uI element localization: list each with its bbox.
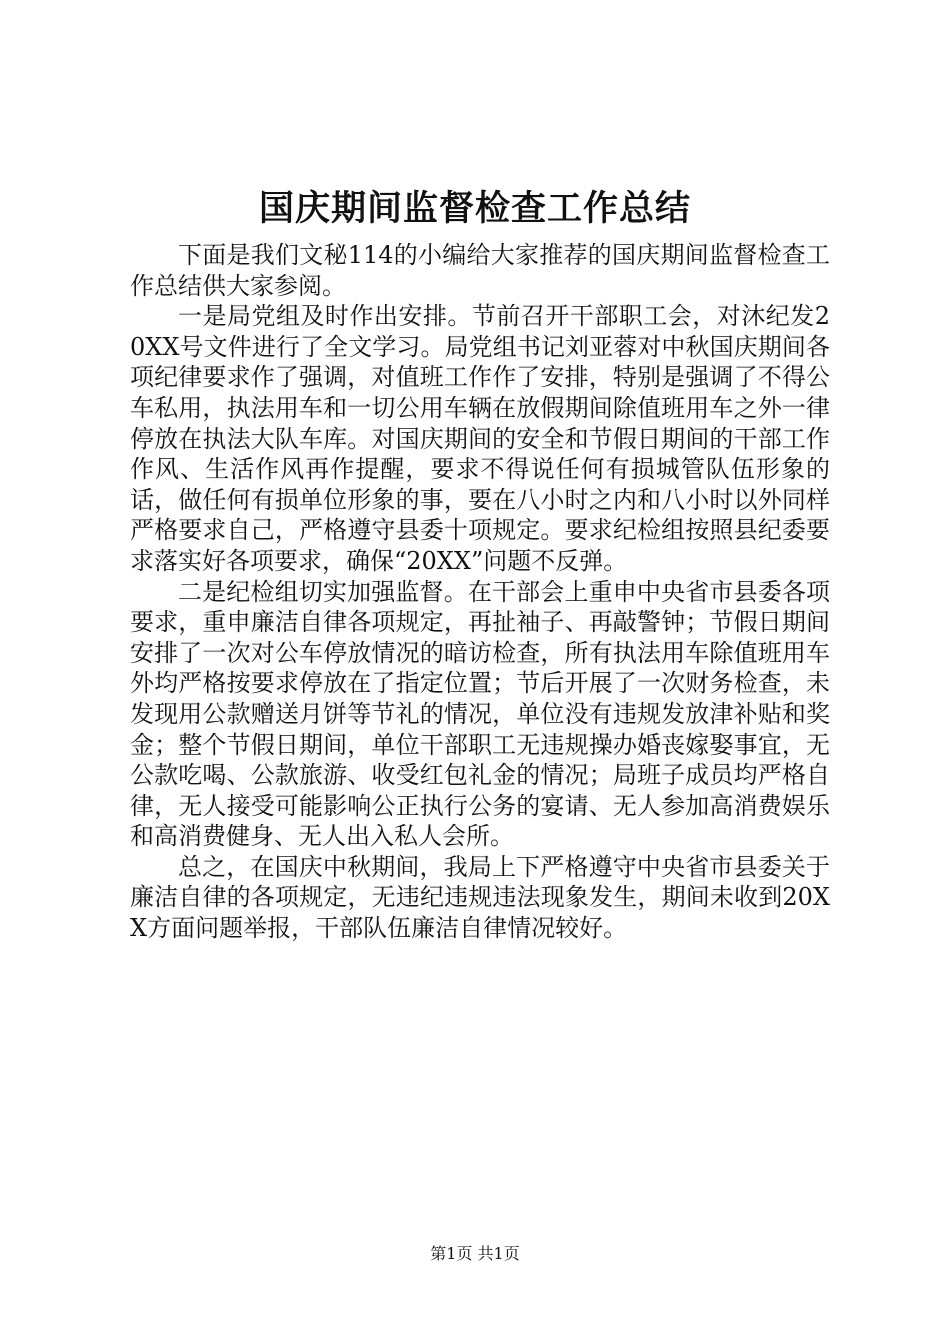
paragraph-two: 二是纪检组切实加强监督。在干部会上重申中央省市县委各项要求，重申廉洁自律各项规定，再扯袖子、再敲警钟；节假日期间安排了一次对公车停放情况的暗访检查，所有执法用车除值班用车外均严格按要求停放在了指定位置；节后开展了一次财务检查，未发现用公款赠送月饼等节礼的情况，单位没有违规发放津补贴和奖金；整个节假日期间，单位干部职工无违规操办婚丧嫁娶事宜，无公款吃喝、公款旅游、收受红包礼金的情况；局班子成员均严格自律，无人接受可能影响公正执行公务的宴请、无人参加高消费娱乐和高消费健身、无人出入私人会所。: [130, 577, 830, 851]
document-title: 国庆期间监督检查工作总结: [258, 188, 691, 229]
paragraph-conclusion: 总之，在国庆中秋期间，我局上下严格遵守中央省市县委关于廉洁自律的各项规定，无违纪违规违法现象发生，期间未收到20XX方面问题举报，干部队伍廉洁自律情况较好。: [130, 852, 830, 943]
document-body: [130, 240, 830, 944]
paragraph-intro: 下面是我们文秘114的小编给大家推荐的国庆期间监督检查工作总结供大家参阅。: [130, 241, 830, 300]
paragraph-one: 一是局党组及时作出安排。节前召开干部职工会，对沐纪发20XX号文件进行了全文学习。局党组书记刘亚蓉对中秋国庆期间各项纪律要求作了强调，对值班工作作了安排，特别是强调了不得公车私用，执法用车和一切公用车辆在放假期间除值班用车之外一律停放在执法大队车库。对国庆期间的安全和节假日期间的干部工作作风、生活作风再作提醒，要求不得说任何有损城管队伍形象的话，做任何有损单位形象的事，要在八小时之内和八小时以外同样严格要求自己，严格遵守县委十项规定。要求纪检组按照县纪委要求落实好各项要求，确保“20XX”问题不反弹。: [130, 302, 830, 575]
page-number-footer: 第1页 共1页: [430, 1244, 520, 1263]
